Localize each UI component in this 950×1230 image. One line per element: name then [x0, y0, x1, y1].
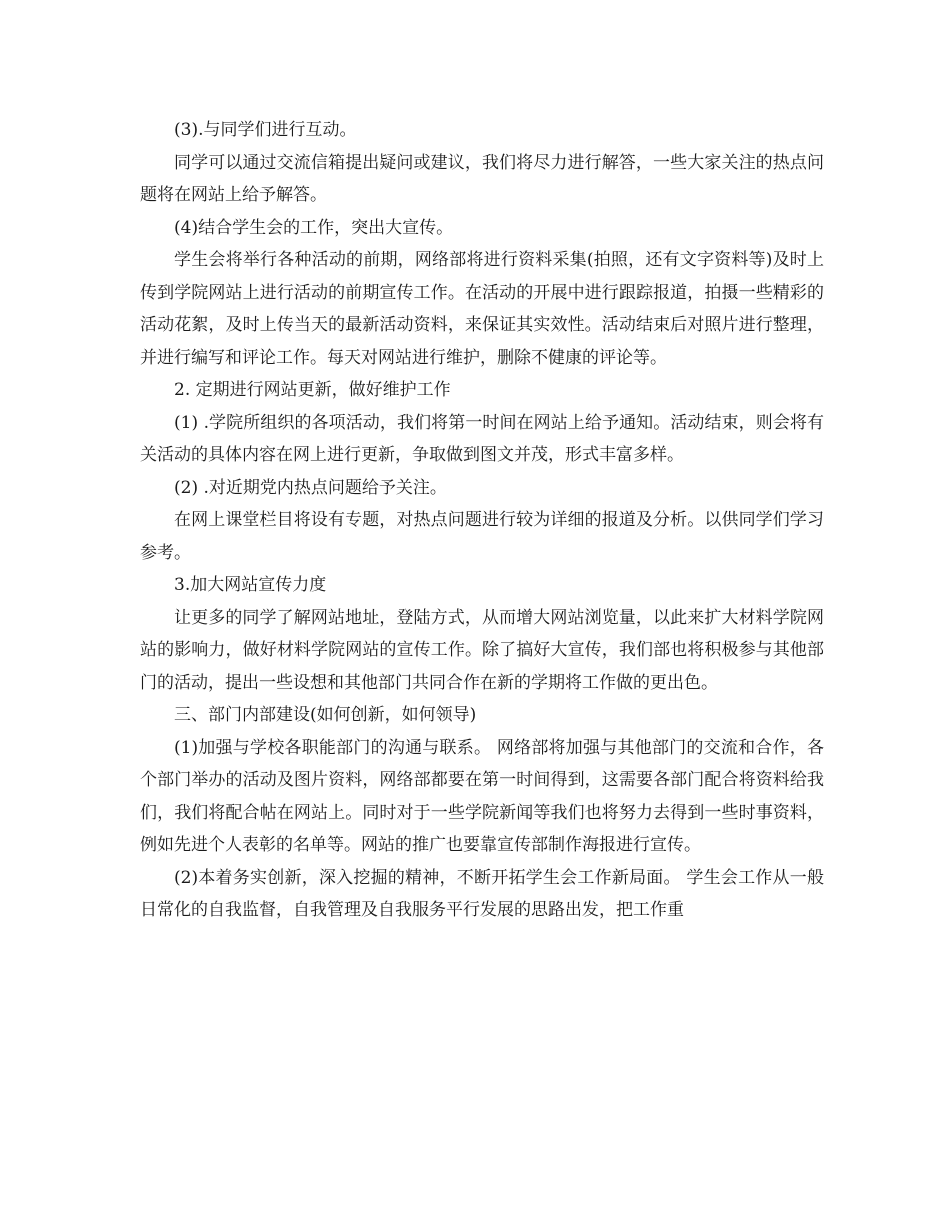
paragraph-item-3-heading: (3).与同学们进行互动。: [174, 120, 357, 140]
chapter-3-heading: 三、部门内部建设(如何创新，如何领导): [174, 705, 477, 725]
paragraph-section-2-item-2: (2) .对近期党内热点问题给予关注。: [174, 477, 447, 498]
paragraph-online-classroom: 在网上课堂栏目将设有专题，对热点问题进行较为详细的报道及分析。以供同学们学习参考。: [140, 510, 824, 563]
section-3-heading: 3.加大网站宣传力度: [174, 575, 327, 595]
paragraph-communication: (1)加强与学校各职能部门的沟通与联系。 网络部将加强与其他部门的交流和合作，各个部门举办的活动及图片资料，网络部都要在第一时间得到，这需要各部门配合将资料给我们，我们将配合帖在网站上。同时对于一些学院新闻等我们也将努力去得到一些时事资料，例如先进个人表彰的名单等。网站的推广也要靠宣传部制作海报进行宣传。: [140, 737, 824, 855]
paragraph-section-2-item-1: (1) .学院所组织的各项活动，我们将第一时间在网站上给予通知。活动结束，则会将有关活动的具体内容在网上进行更新，争取做到图文并茂，形式丰富多样。: [140, 412, 824, 465]
paragraph-website-promotion: 让更多的同学了解网站地址，登陆方式，从而增大网站浏览量，以此来扩大材料学院网站的影响力，做好材料学院网站的宣传工作。除了搞好大宣传，我们部也将积极参与其他部门的活动，提出一些设想和其他部门共同合作在新的学期将工作做的更出色。: [140, 607, 824, 693]
paragraph-activity-publicity: 学生会将举行各种活动的前期，网络部将进行资料采集(拍照，还有文字资料等)及时上传到学院网站上进行活动的前期宣传工作。在活动的开展中进行跟踪报道，拍摄一些精彩的活动花絮，及时上传当天的最新活动资料，来保证其实效性。活动结束后对照片进行整理，并进行编写和评论工作。每天对网站进行维护，删除不健康的评论等。: [140, 250, 824, 368]
paragraph-mailbox: 同学可以通过交流信箱提出疑问或建议，我们将尽力进行解答，一些大家关注的热点问题将在网站上给予解答。: [140, 152, 824, 205]
document-body: [140, 114, 824, 927]
paragraph-innovation: (2)本着务实创新，深入挖掘的精神，不断开拓学生会工作新局面。 学生会工作从一般日常化的自我监督，自我管理及自我服务平行发展的思路出发，把工作重: [140, 867, 824, 920]
section-2-heading: 2. 定期进行网站更新，做好维护工作: [174, 380, 451, 400]
paragraph-item-4-heading: (4)结合学生会的工作，突出大宣传。: [174, 217, 454, 238]
